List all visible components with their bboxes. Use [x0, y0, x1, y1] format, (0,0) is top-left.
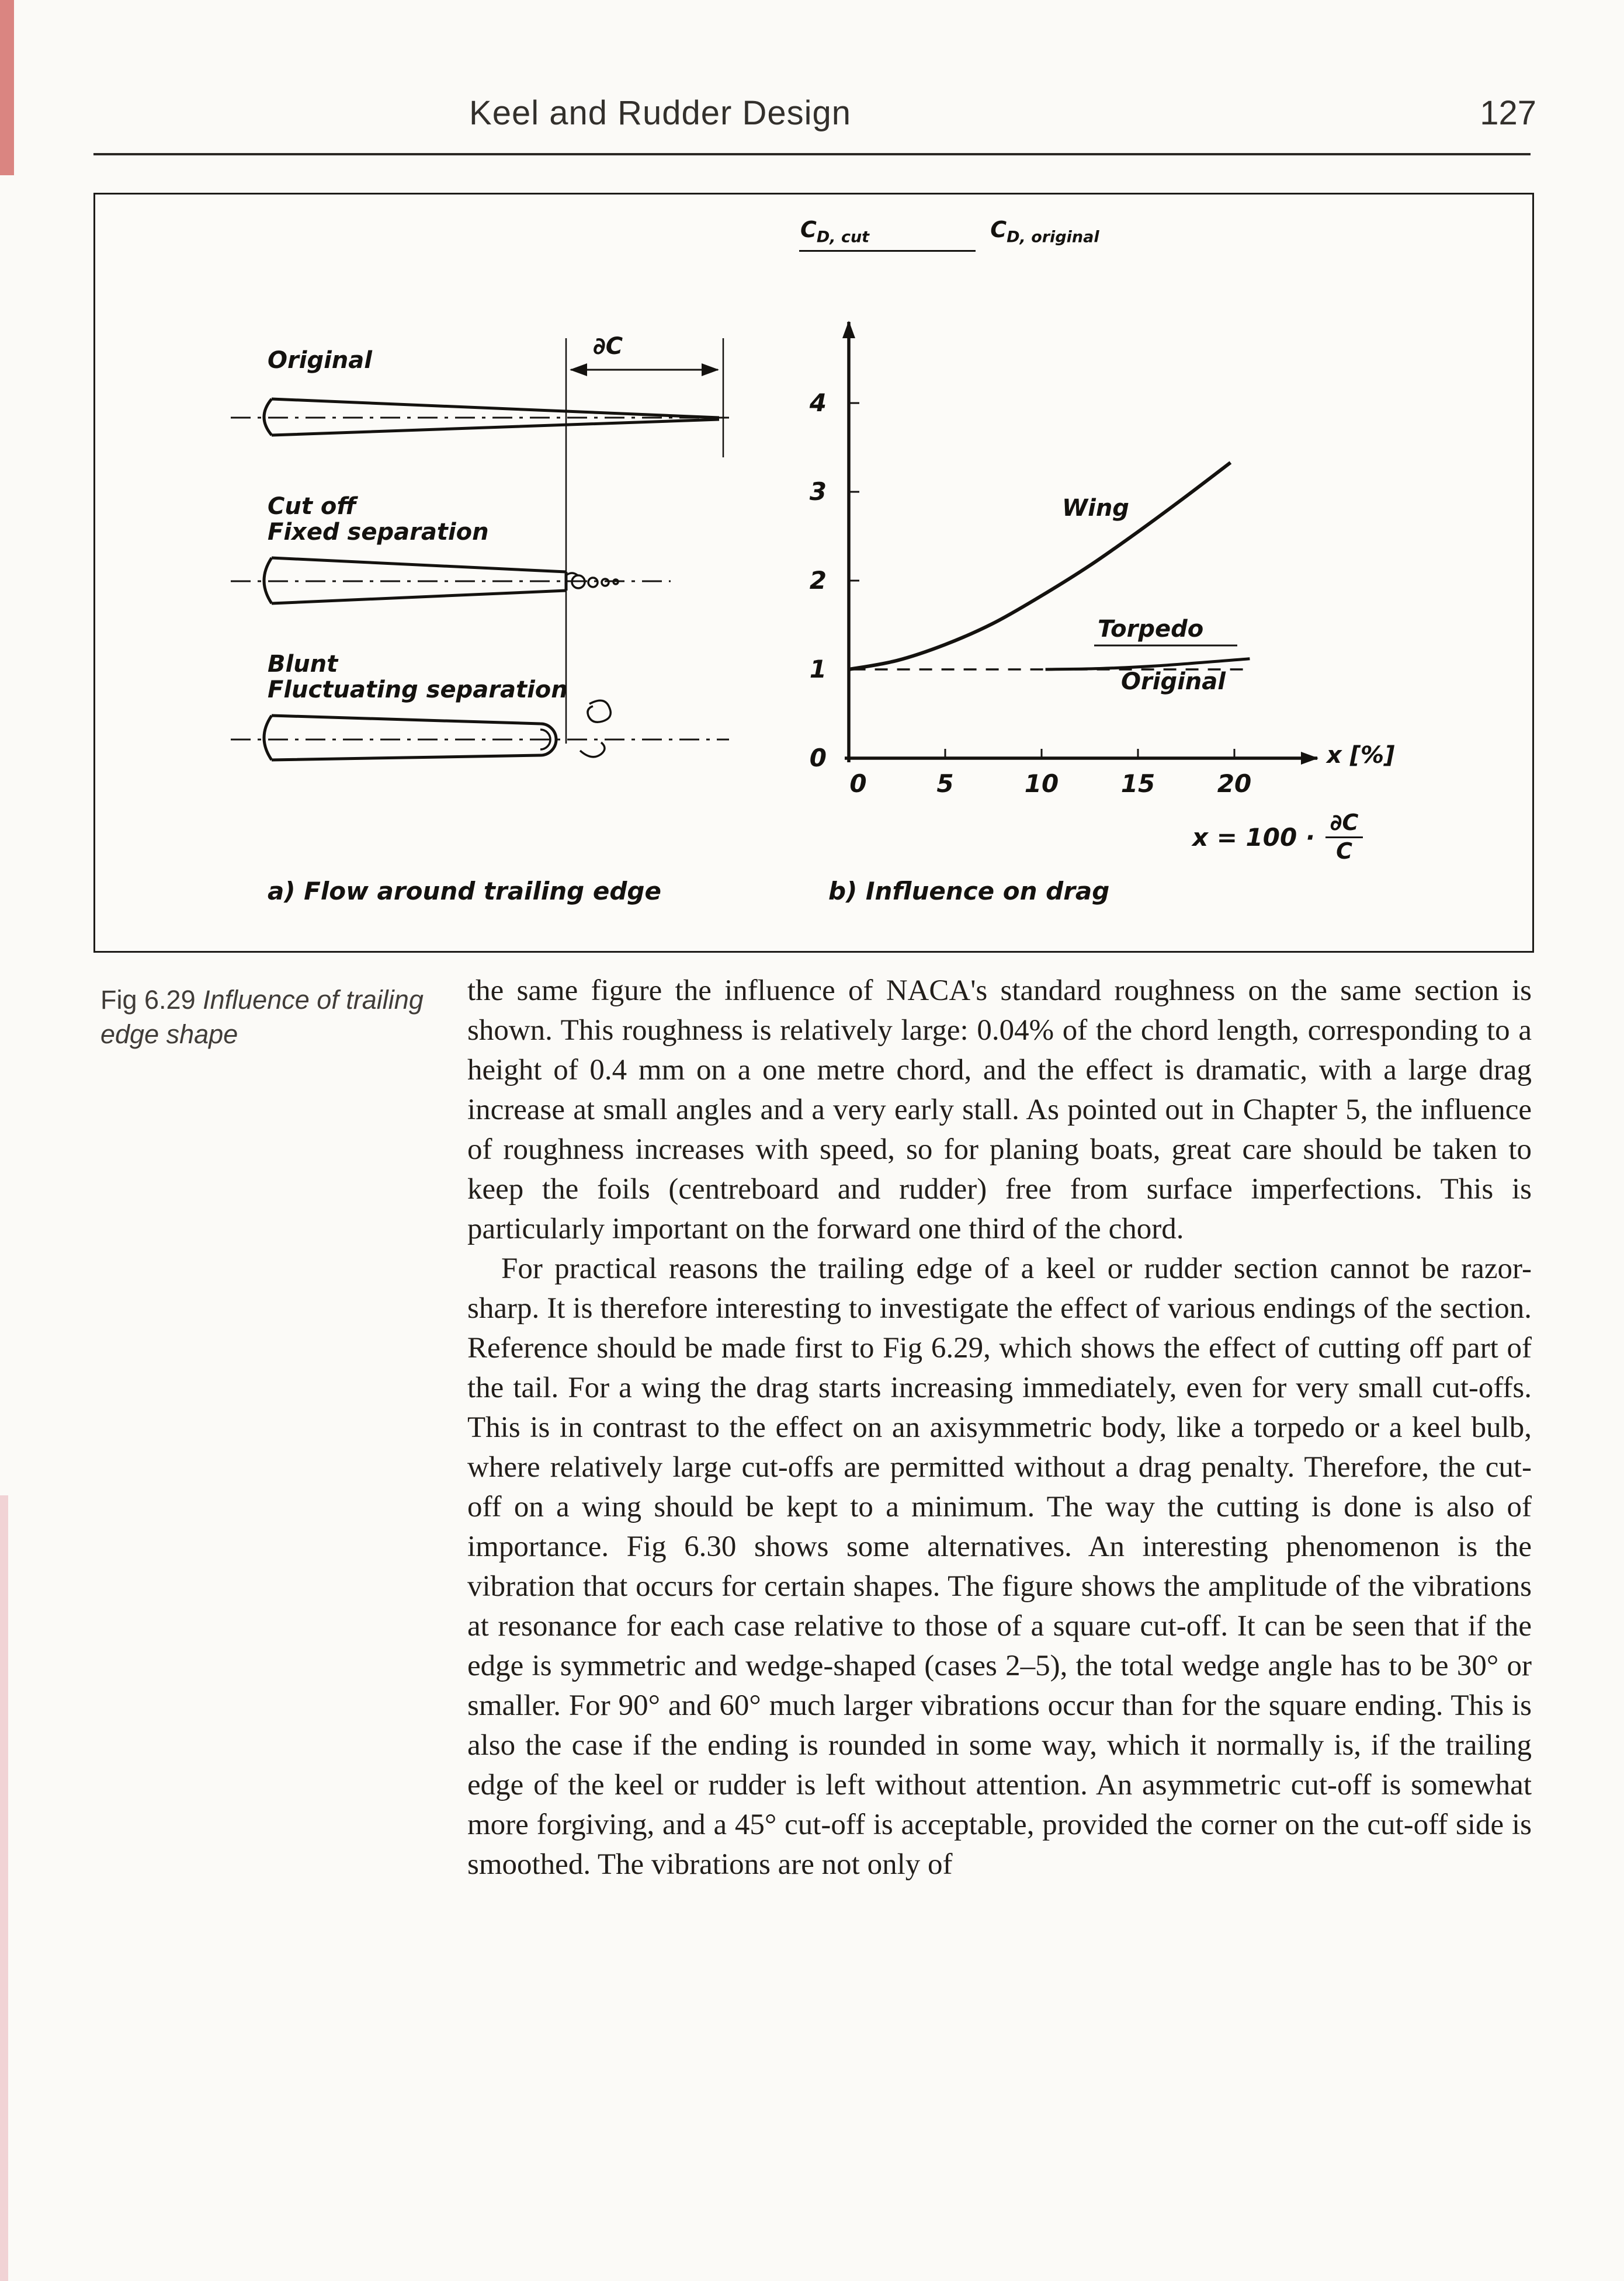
- vortex-swirl-tail-icon: [566, 573, 578, 575]
- panel-b-caption: b) Influence on drag: [828, 877, 1110, 905]
- x-definition-equation: [1192, 811, 1363, 863]
- y-tick-label: 4: [809, 388, 827, 417]
- chart-plot-area: [809, 388, 1251, 798]
- y-axis-denominator: $C_{D, original}$: [990, 217, 1099, 246]
- page-header-title: Keel and Rudder Design: [469, 94, 851, 132]
- figure-caption: [100, 982, 463, 1052]
- y-tick-label: 2: [809, 566, 827, 595]
- x-tick-label: 20: [1217, 769, 1252, 798]
- y-tick-label: 0: [809, 744, 827, 772]
- chart-x-axis-label: x [%]: [1327, 742, 1395, 769]
- fluctuation-curl-lower-icon: [580, 742, 605, 757]
- body-paragraph-2: For practical reasons the trailing edge of a keel or rudder section cannot be razor-sharp. It is therefore interesting to investigate the effect of various endings of the section. Reference should be made first to Fig 6.29, which shows the effect of cutting off part of the tail. For a wing the drag starts increasing immediately, even for very small cut-offs. This is in contrast to the effect on an axisymmetric body, like a torpedo or a keel bulb, where relatively large cut-offs are permitted without a drag penalty. Therefore, the cut-off on a wing should be kept to a minimum. The way the cutting is done is also of importance. Fig 6.30 shows some alternatives. An interesting phenomenon is the vibration that occurs for certain shapes. The figure shows the amplitude of the vibrations at resonance for each case relative to those of a square cut-off. It can be seen that if the edge is symmetric and wedge-shaped (cases 2–5), the total wedge angle has to be 30° or smaller. For 90° and 60° much larger vibrations occur than for the square ending. This is also the case if the ending is rounded in some way, which it normally is, if the trailing edge of the keel or rudder is left without attention. An asymmetric cut-off is somewhat more forgiving, and a 45° cut-off is acceptable, provided the corner on the cut-off side is smoothed. The vibrations are not only of: [467, 1252, 1532, 1881]
- blunt-foil-label-line1: Blunt: [268, 651, 338, 678]
- y-tick-label: 1: [809, 655, 827, 683]
- equation-prefix: x = 100 ·: [1192, 822, 1315, 852]
- cutoff-foil-label-line2: Fixed separation: [268, 519, 489, 546]
- x-tick-label: 10: [1024, 769, 1059, 798]
- torpedo-series-label: Torpedo: [1098, 616, 1204, 643]
- original-foil-label: Original: [268, 347, 372, 374]
- y-axis-numerator: $C_{D, cut}$: [799, 217, 976, 252]
- panel-a-caption: a) Flow around trailing edge: [268, 877, 661, 905]
- page-number: 127: [1480, 94, 1536, 132]
- blunt-foil-label-line2: Fluctuating separation: [268, 676, 568, 703]
- dc-dimension-label: ∂C: [593, 333, 623, 360]
- figure-6-29-box: [93, 193, 1534, 953]
- equation-fraction: $\frac{\partial C}{C}$: [1325, 811, 1363, 863]
- chart-y-axis-label: [799, 214, 1099, 252]
- header-rule: [93, 153, 1531, 155]
- fluctuation-curl-upper-icon: [588, 700, 610, 722]
- x-tick-label: 0: [849, 769, 867, 798]
- cutoff-foil-label-line1: Cut off: [268, 493, 356, 520]
- y-tick-label: 3: [809, 477, 827, 506]
- x-tick-label: 5: [936, 769, 954, 798]
- figure-caption-number: Fig 6.29: [100, 985, 196, 1015]
- body-paragraph-1: the same figure the influence of NACA's standard roughness on the same section is shown. This roughness is relatively large: 0.04% of the chord length, corresponding to a height of 0.4 mm on a one metre chord, and the effect is dramatic, with a large drag increase at small angles and a very early stall. As pointed out in Chapter 5, the influence of roughness increases with speed, so for planing boats, great care should be taken to keep the foils (centreboard and rudder) free from surface imperfections. This is particularly important on the forward one third of the chord.: [467, 974, 1532, 1245]
- wing-series-label: Wing: [1062, 495, 1129, 522]
- scan-edge-artifact-bottom-left: [0, 1495, 8, 2281]
- blunt-foil-outline: [264, 716, 556, 760]
- scan-edge-artifact-top-left: [0, 0, 14, 175]
- original-series-label: Original: [1121, 668, 1226, 695]
- body-text-column: [467, 971, 1532, 1884]
- x-tick-label: 15: [1120, 769, 1155, 798]
- figure-caption-text: Influence of trailing edge shape: [100, 985, 424, 1050]
- vortex-swirl-icon: [602, 579, 609, 586]
- vortex-swirl-icon: [588, 578, 598, 587]
